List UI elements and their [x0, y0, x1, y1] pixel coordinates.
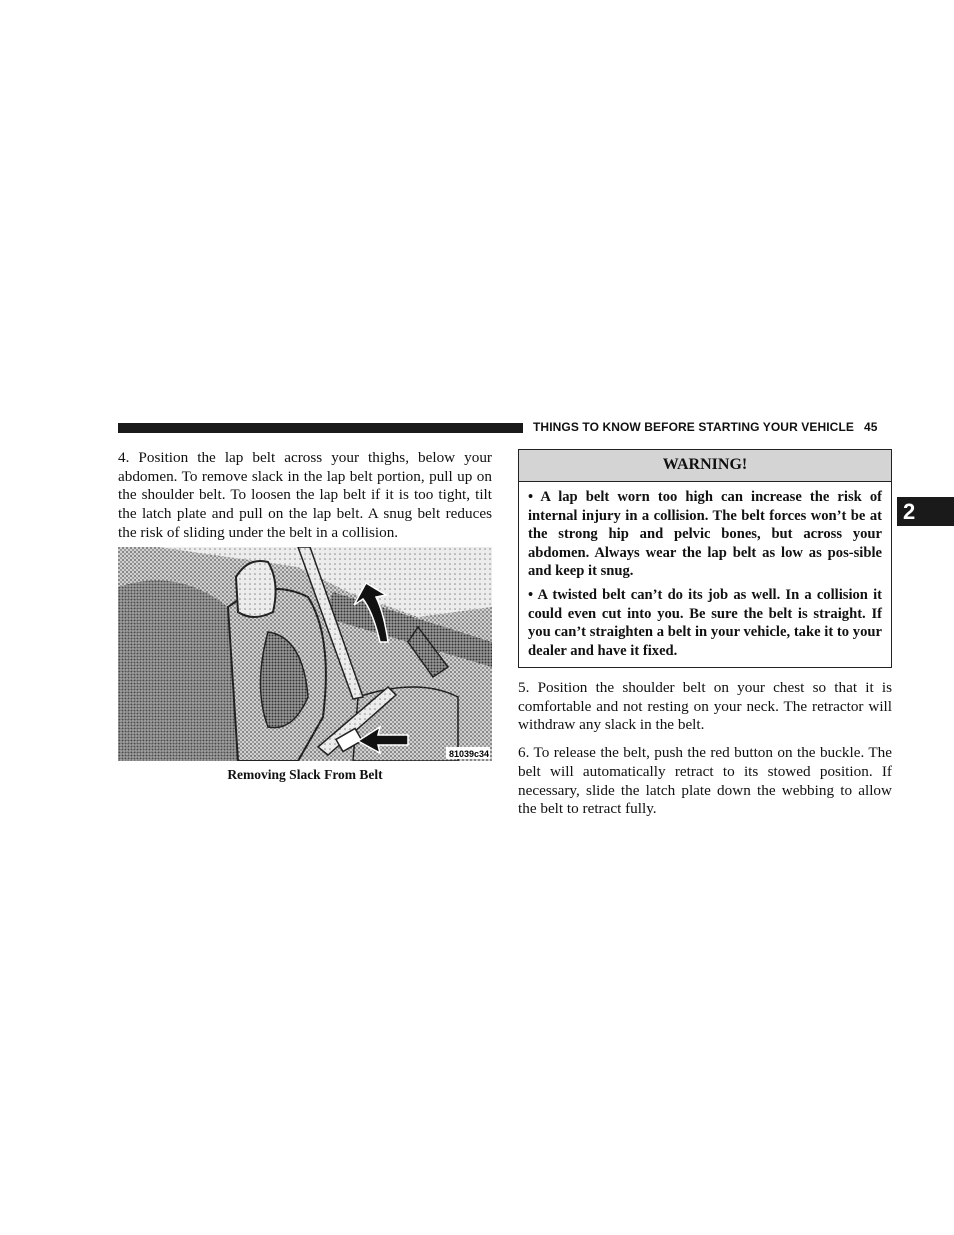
page-number: 45	[863, 420, 878, 434]
running-header	[533, 420, 893, 434]
warning-item: • A twisted belt can’t do its job as well. In a collision it could even cut into you. Be sure the belt is straight. If you can’t straighten a belt in your vehicle, take it to your dealer and have it fixed.	[528, 586, 882, 659]
chapter-tab: 2	[897, 497, 954, 526]
step-5-paragraph: 5. Position the shoulder belt on your chest so that it is comfortable and not resting on your neck. The retractor will withdraw any slack in the belt.	[518, 679, 892, 734]
seat-belt-illustration	[118, 547, 492, 761]
warning-body	[519, 482, 891, 660]
figure-code: 81039c34	[449, 749, 490, 759]
section-title: THINGS TO KNOW BEFORE STARTING YOUR VEHICLE	[533, 420, 854, 434]
header-rule	[118, 423, 523, 433]
warning-item: • A lap belt worn too high can increase the risk of internal injury in a collision. The belt forces won’t be at the strong hip and pelvic bones, but across your abdomen. Always wear the lap belt as low as pos-sible and keep it snug.	[528, 489, 882, 580]
left-column	[118, 449, 492, 543]
step-6-paragraph: 6. To release the belt, push the red button on the buckle. The belt will automatically retract to its stowed position. If necessary, slide the latch plate down the webbing to allow the belt to retract fully.	[518, 744, 892, 818]
seat-belt-drawing	[118, 547, 492, 761]
figure-caption: Removing Slack From Belt	[227, 767, 383, 782]
warning-title: WARNING!	[519, 450, 891, 482]
warning-box	[518, 449, 892, 668]
right-column	[518, 679, 892, 828]
step-4-paragraph: 4. Position the lap belt across your thighs, below your abdomen. To remove slack in the lap belt portion, pull up on the shoulder belt. To loosen the lap belt if it is too tight, tilt the latch plate and pull on the lap belt. A snug belt reduces the risk of sliding under the belt in a collision.	[118, 449, 492, 541]
